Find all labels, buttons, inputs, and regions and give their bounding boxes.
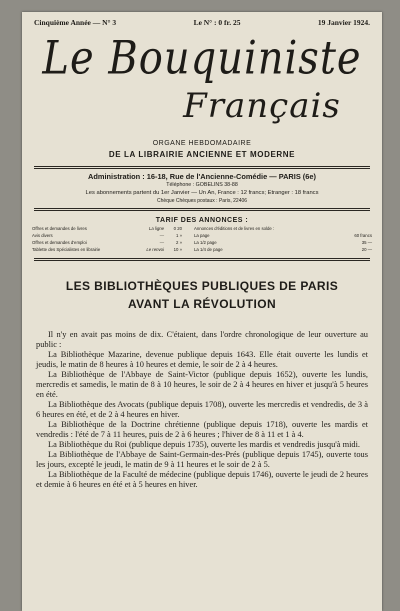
article-paragraph: La Bibliothèque de la Doctrine chrétienne (publique depuis 1718), ouverte les mardis et vendredis : l'été de 7 à 11 heures, puis de 2 à 6 heures ; l'hiver de 8 à 11 et 1 à 4.: [36, 420, 368, 439]
tarif-right-price: 60 francs: [354, 233, 372, 238]
tarif-right-label: La 1/2 page: [194, 240, 217, 245]
article-paragraph: La Bibliothèque des Avocats (publique depuis 1708), ouverte les mercredis et vendredis, de 3 à 6 heures en été, et de 2 à 4 heures en hiver.: [36, 400, 368, 419]
tarif-right-price: 20 —: [361, 247, 372, 252]
article-title-line1: LES BIBLIOTHÈQUES PUBLIQUES DE PARIS: [65, 279, 339, 293]
divider: [34, 258, 370, 259]
tarif-right-price: [334, 225, 372, 232]
tarif-right-price: 35 —: [361, 240, 372, 245]
tarif-left-unit: —: [159, 233, 164, 238]
masthead-title: Le Bouquiniste: [42, 32, 362, 85]
article-title-line2: AVANT LA RÉVOLUTION: [127, 297, 277, 311]
tarif-table: [32, 225, 372, 253]
article-paragraph: Il n'y en avait pas moins de dix. C'étaient, dans l'ordre chronologique de leur ouverture au public :: [36, 330, 368, 349]
divider: [34, 168, 370, 169]
tarif-right-label: La page: [194, 233, 210, 238]
tarif-row: [32, 232, 372, 239]
article-body: [36, 330, 368, 490]
divider: [34, 166, 370, 167]
tarif-right-unit: [294, 239, 334, 246]
tarif-title: TARIF DES ANNONCES :: [155, 217, 249, 224]
tarif-right-unit: [294, 246, 334, 253]
divider: [34, 210, 370, 211]
tarif-left-price: 1 »: [176, 233, 182, 238]
tarif-left-unit: Le renvoi: [146, 247, 164, 252]
tarif-left-label: Offres et demandes de livres: [32, 226, 87, 231]
tarif-right-unit: [294, 225, 334, 232]
issue-header: [34, 18, 370, 27]
tarif-row: [32, 246, 372, 253]
article-paragraph: La Bibliothèque Mazarine, devenue publique depuis 1643. Elle était ouverte les lundis et jeudis, le matin de 8 heures à 10 heures et demie, le soir de 2 à 4 heures.: [36, 350, 368, 369]
subscriptions: Les abonnements partent du 1er Janvier — Un An, France : 12 francs; Etranger : 18 francs: [85, 190, 319, 196]
issue-number: Cinquième Année — N° 3: [34, 18, 117, 27]
librairie-line: DE LA LIBRAIRIE ANCIENNE ET MODERNE: [108, 150, 296, 159]
tarif-left-unit: La ligne: [148, 226, 164, 231]
article-paragraph: La Bibliothèque de l'Abbaye de Saint-Victor (publique depuis 1652), ouverte les lundis, mercredis et samedis, le matin de 8 à 10 heures, le soir de 2 à 4 heures en hiver et jusqu'à 5 heures en été.: [36, 370, 368, 399]
tarif-row: [32, 225, 372, 232]
article-paragraph: La Bibliothèque de la Faculté de médecine (publique depuis 1746), ouverte le jeudi de 2 heures et demie à 6 heures en été et à 5 heures en hiver.: [36, 470, 368, 489]
admin-address: Administration : 16-18, Rue de l'Ancienne-Comédie — PARIS (6e): [88, 172, 316, 181]
tarif-left-unit: —: [159, 240, 164, 245]
tarif-row: [32, 239, 372, 246]
postal-cheque: Chèque Chèques postaux : Paris, 22406: [156, 198, 248, 204]
tarif-right-label: Annonces d'éditions et de livres en solde :: [194, 226, 275, 231]
organe-line: ORGANE HEBDOMADAIRE: [152, 140, 252, 147]
tarif-left-label: Tablette des Spécialistes en librairie: [32, 247, 101, 252]
divider: [34, 260, 370, 261]
divider: [34, 208, 370, 209]
tarif-left-label: Avis divers: [32, 233, 53, 238]
article-paragraph: La Bibliothèque du Roi (publique depuis 1735), ouverte les mardis et vendredis jusqu'à midi.: [48, 440, 361, 449]
tarif-left-label: Offres et demandes d'emploi: [32, 240, 87, 245]
tarif-left-price: 2 »: [176, 240, 182, 245]
tarif-right-label: La 1/4 de page: [194, 247, 223, 252]
newspaper-page: [22, 12, 382, 611]
issue-price: Le N° : 0 fr. 25: [193, 18, 241, 27]
tarif-left-price: 0 20: [173, 226, 182, 231]
article-paragraph: La Bibliothèque de l'Abbaye de Saint-Germain-des-Prés (publique depuis 1745), ouverte tous les jours, excepté le jeudi, le matin de 9 à 11 heures et le soir de 2 à 5.: [36, 450, 368, 469]
issue-date: 19 Janvier 1924.: [317, 18, 370, 27]
telephone: Téléphone : GOBELINS 38-88: [166, 182, 238, 188]
tarif-left-price: 10 »: [173, 247, 182, 252]
tarif-right-unit: [294, 232, 334, 239]
masthead-subtitle: Français: [183, 86, 341, 126]
